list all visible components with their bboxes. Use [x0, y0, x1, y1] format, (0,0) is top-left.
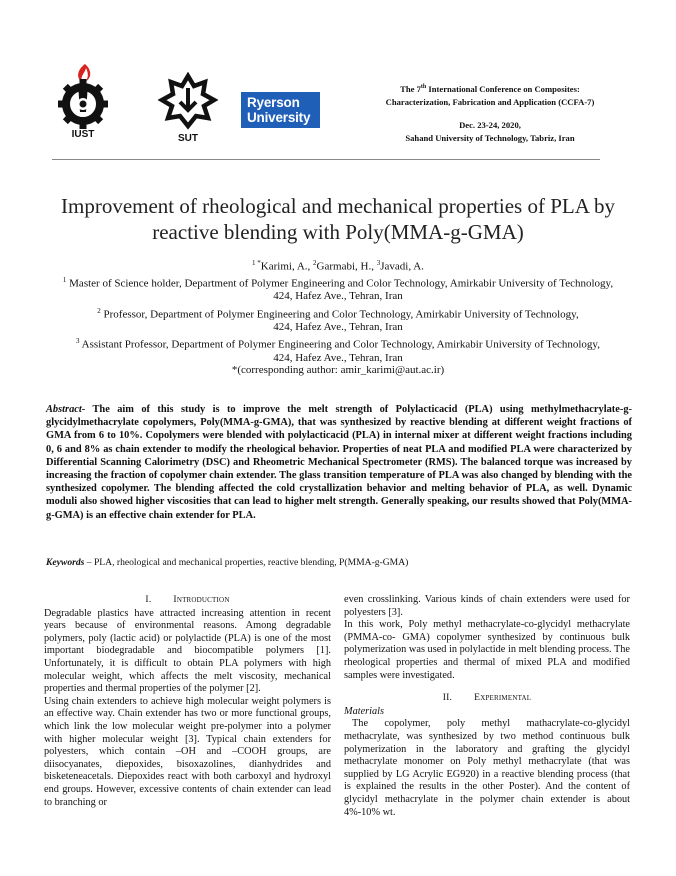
intro-paragraph: In this work, Poly methyl methacrylate-co-glycidyl methacrylate (PMMA-co- GMA) copolymer synthesized by continuous bulk polymerization was used in polylactide in melt blending process. The rheological properties and thermal of mixed PLA and modified samples were investigated.	[344, 619, 630, 681]
keywords-text: – PLA, rheological and mechanical properties, reactive blending, P(MMA-g-GMA)	[84, 557, 409, 568]
conference-header	[340, 81, 640, 145]
header-divider	[52, 159, 600, 160]
corresponding-author: *(corresponding author: amir_karimi@aut.ac.ir)	[231, 364, 445, 376]
author-list: $^{1 *}$Karimi, A., $^2$Garmabi, H., $^3$Javadi, A.	[252, 259, 424, 273]
author-block	[40, 257, 636, 364]
ryerson-logo	[241, 92, 320, 128]
abstract-text: The aim of this study is to improve the melt strength of Polylacticacid (PLA) using methylmethacrylate-g-glycidylmethacrylate copolymers, Poly(MMA-g-GMA), that was synthesized by reactive blending at different weight fractions of GMA from 6 to 10%. Copolymers were blended with polylacticacid (PLA) in internal mixer at different weight fractions including 0, 6 and 8% as chain extender to modify the rheological behavior. Properties of neat PLA and modified PLA were characterized by Differential Scanning Calorimetry (DSC) and Rheometric Mechanical Spectrometer (RMS). The balanced torque was increased by increasing the fraction of copolymer chain extender. The glass transition temperature of PLA was also changed by blending with the synthesized copolymer. The blending affected the cold crystallization behavior and melting behavior of PLA, as well. Dynamic moduli also showed higher viscosities that can lead to higher melt strength. Generally speaking, our results showed that Poly(MMA-g-GMA) is an effective chain extender for PLA.	[46, 404, 632, 521]
keywords-label: Keywords	[46, 557, 85, 568]
sut-logo	[158, 72, 218, 144]
abstract-label: Abstract-	[46, 404, 86, 415]
conference-venue: Sahand University of Technology, Tabriz, Iran	[405, 132, 575, 143]
sut-caption: SUT	[178, 133, 198, 144]
iust-caption: IUST	[71, 129, 95, 140]
conference-dates: Dec. 23-24, 2020,	[459, 119, 521, 130]
materials-paragraph: The copolymer, poly methyl mathacrylate-co-glycidyl methacrylate, was synthesized by two method continuous bulk polymerization in the laboratory and grafting the glycidyl methacrylate monomer on Poly methyl methacrylate (that was supplied by LG Acrylic EG920) in a reactive blending process (that is explained the results in the other Poster). And the content of glycidyl methacrylate in the polymer chain extender is about 4%-10% wt.	[344, 718, 630, 818]
paper-title: Improvement of rheological and mechanical properties of PLA by reactive blending with Poly(MMA-g-GMA)	[61, 194, 615, 244]
intro-paragraph: Using chain extenders to achieve high molecular weight polymers is an effective way. Chain extender has two or more functional groups, which link the low molecular weight pre-polymer into a polymer with higher molecular weight [3]. Typical chain extenders for polyesters, which contain –OH and –COOH groups, are diisocyanates, diepoxides, bisoxazolines, dianhydrides and bisketeneacetals. Diepoxides react with both carboxyl and hydroxyl end groups. However, excessive contents of chain extender can lead to branching or	[44, 695, 331, 808]
affiliation-3: $^3$ Assistant Professor, Department of Polymer Engineering and Color Technology, Amirkabir University of Technology, 424, Hafez Ave., Tehran, Iran	[76, 337, 600, 364]
intro-paragraph: Degradable plastics have attracted increasing attention in recent years because of environmental reasons. Among degradable polymers, poly (lactic acid) or polylactide (PLA) is one of the most important biodegradable and biocompatible polymers [1]. Unfortunately, it is difficult to obtain PLA polymers with high molecular weight, which affects the melt viscosity, mechanical properties and thermal properties of the polymer [2].	[44, 607, 331, 695]
right-column	[344, 594, 630, 819]
affiliation-2: $^2$ Professor, Department of Polymer Engineering and Color Technology, Amirkabir University of Technology, 424, Hafez Ave., Tehran, Iran	[97, 306, 579, 333]
section-heading-introduction: I. Introduction	[145, 594, 230, 605]
conference-subtitle: Characterization, Fabrication and Application (CCFA-7)	[385, 96, 595, 107]
affiliation-1: $^1$ Master of Science holder, Department of Polymer Engineering and Color Technology, Amirkabir University of Technology, 424, Hafez Ave., Tehran, Iran	[62, 276, 614, 303]
keywords	[46, 557, 632, 569]
section-heading-experimental: II. Experimental	[442, 692, 532, 704]
ryerson-logo-line2: University	[247, 110, 311, 125]
left-column	[44, 594, 331, 809]
conference-name: The 7th International Conference on Composites:	[400, 83, 580, 94]
subsection-heading-materials: Materials	[344, 705, 385, 717]
intro-paragraph: even crosslinking. Various kinds of chain extenders were used for polyesters [3].	[344, 594, 630, 618]
ryerson-logo-line1: Ryerson	[247, 95, 300, 110]
abstract	[46, 403, 632, 522]
iust-logo	[52, 60, 114, 140]
